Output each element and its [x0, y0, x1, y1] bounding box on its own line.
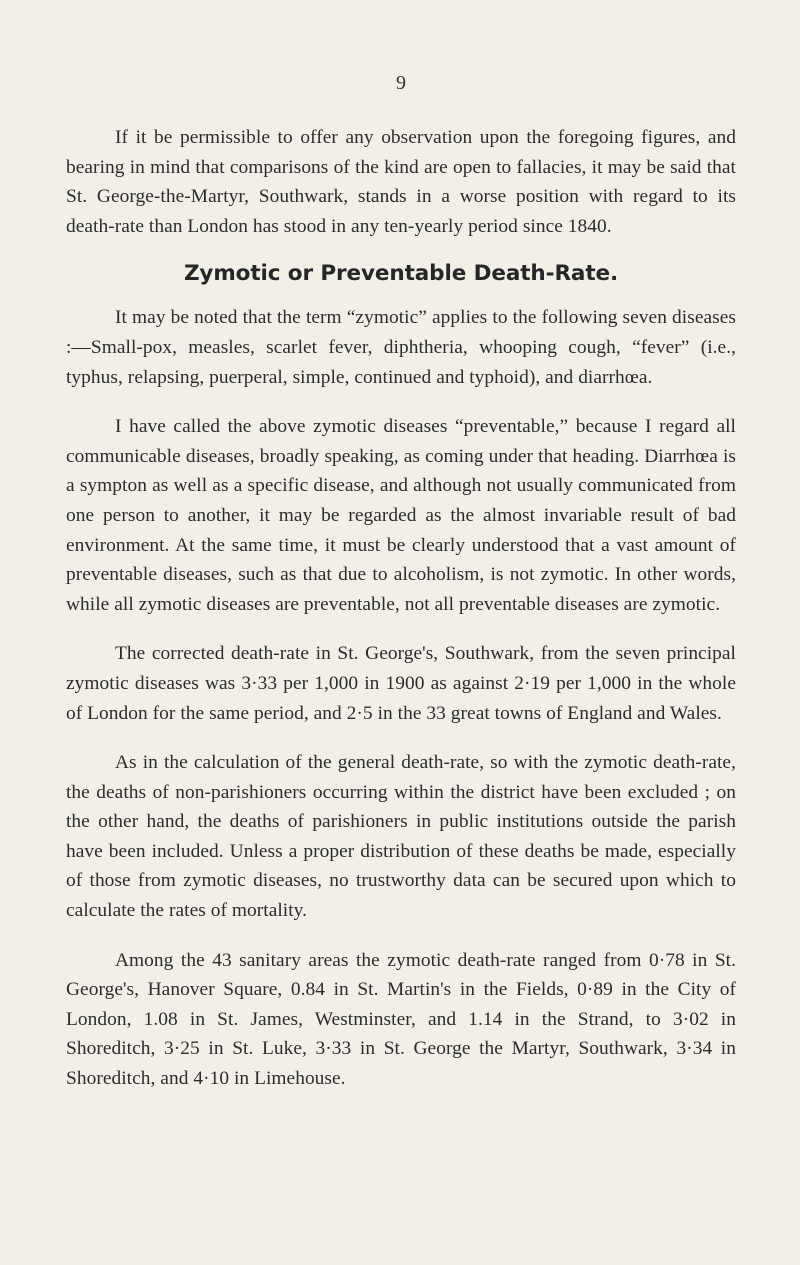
page-number: 9 — [396, 72, 406, 94]
paragraph-sanitary-areas: Among the 43 sanitary areas the zymotic death-rate ranged from 0·78 in St. George's, Hanover Square, 0.84 in St. Martin's in the Fields, 0·89 in the City of London, 1.08 in St. James, Westminster, and 1.14 in the Strand, to 3·02 in Shoreditch, 3·25 in St. Luke, 3·33 in St. George the Martyr, Southwark, 3·34 in Shoreditch, and 4·10 in Limehouse. — [66, 949, 736, 1090]
paragraph-zymotic-term: It may be noted that the term “zymotic” applies to the following seven diseases :—Small-pox, measles, scarlet fever, diphtheria, whooping cough, “fever” (i.e., typhus, relapsing, puerperal, simple, continued and typhoid), and diarrhœa. — [66, 307, 736, 388]
section-heading: Zymotic or Preventable Death-Rate. — [183, 261, 619, 287]
paragraph-calculation: As in the calculation of the general death-rate, so with the zymotic death-rate, the deaths of non-parishioners occurring within the district have been excluded ; on the other hand, the deaths of parishioners in public institutions outside the parish have been included. Unless a proper distribution of these deaths be made, especially of those from zymotic diseases, no trustworthy data can be secured upon which to calculate the rates of mortality. — [66, 752, 736, 922]
paragraph-corrected-death-rate: The corrected death-rate in St. George's, Southwark, from the seven principal zymotic diseases was 3·33 per 1,000 in 1900 as against 2·19 per 1,000 in the whole of London for the same period, and 2·5 in the 33 great towns of England and Wales. — [66, 643, 736, 724]
paragraph-preventable: I have called the above zymotic diseases “preventable,” because I regard all communicable diseases, broadly speaking, as coming under that heading. Diarrhœa is a sympton as well as a specific disease, and although not usually communicated from one person to another, it may be regarded as the almost invariable result of bad environment. At the same time, it must be clearly understood that a vast amount of preventable diseases, such as that due to alcoholism, is not zymotic. In other words, while all zymotic diseases are preventable, not all preventable diseases are zymotic. — [66, 416, 736, 615]
paragraph-observation: If it be permissible to offer any observation upon the foregoing figures, and bearing in mind that comparisons of the kind are open to fallacies, it may be said that St. George-the-Martyr, Southwark, stands in a worse position with regard to its death-rate than London has stood in any ten-yearly period since 1840. — [66, 127, 736, 237]
